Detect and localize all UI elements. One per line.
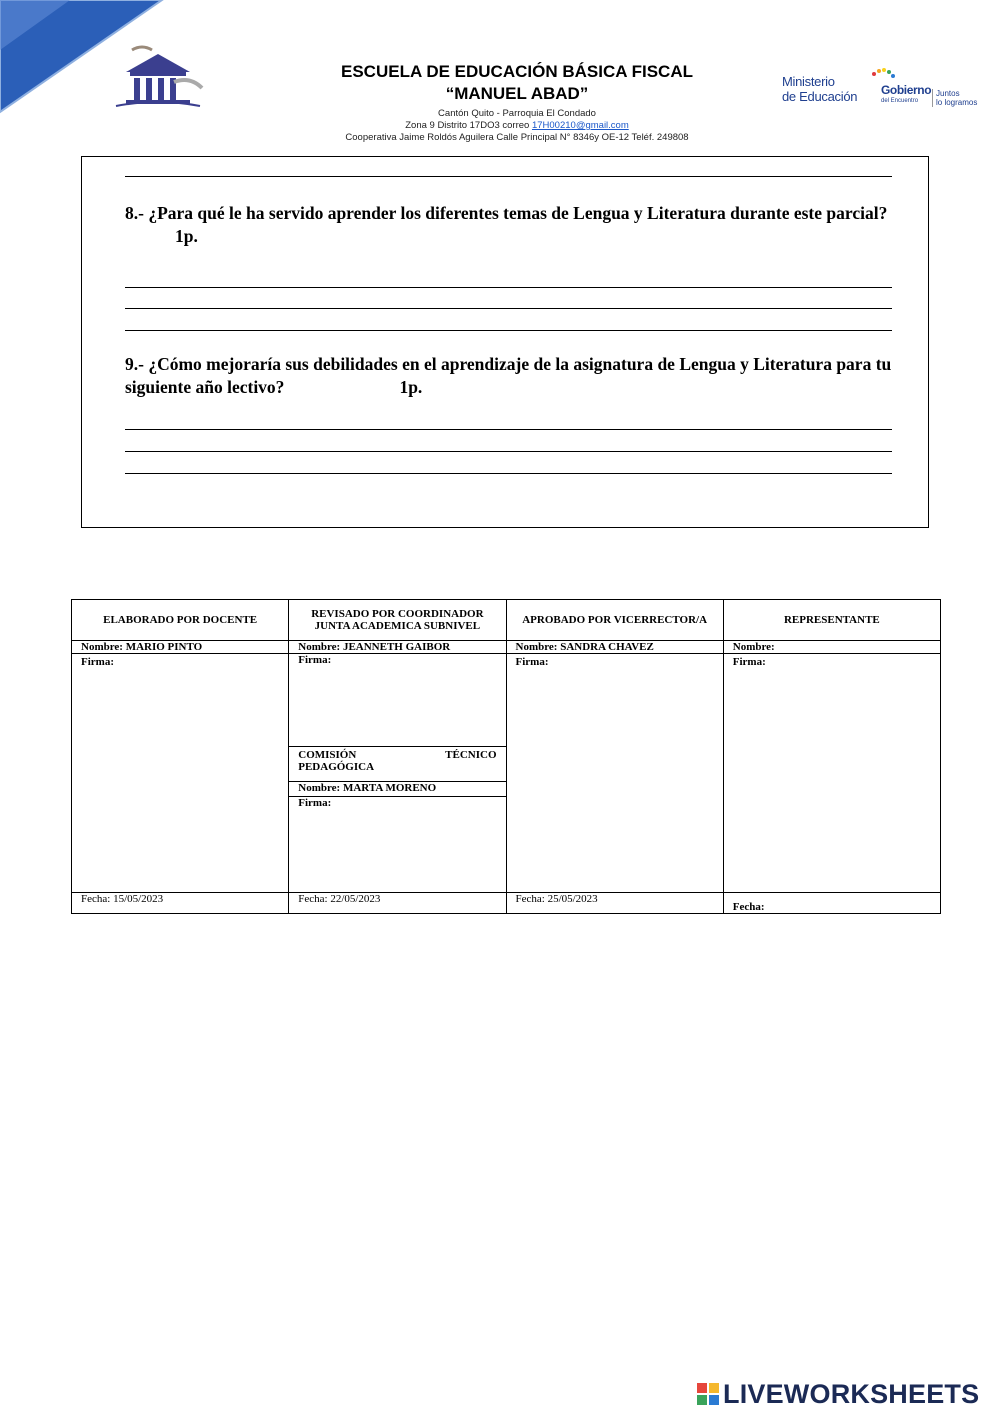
date-vicerrector: Fecha: 25/05/2023 xyxy=(506,893,723,914)
answer-line[interactable] xyxy=(125,308,892,309)
header-representante: REPRESENTANTE xyxy=(723,600,940,641)
header-elaborado: ELABORADO POR DOCENTE xyxy=(72,600,289,641)
school-name: ESCUELA DE EDUCACIÓN BÁSICA FISCAL xyxy=(341,62,693,81)
email-link[interactable]: 17H00210@gmail.com xyxy=(531,120,629,131)
answer-line[interactable] xyxy=(125,330,892,331)
answer-line[interactable] xyxy=(125,287,892,288)
name-docente: Nombre: MARIO PINTO xyxy=(72,641,289,654)
question-9: 9.- ¿Cómo mejoraría sus debilidades en el aprendizaje de la asignatura de Lengua y Literatura para tu siguiente año lectivo? 1p. xyxy=(125,354,892,397)
date-coordinador: Fecha: 22/05/2023 xyxy=(289,893,506,914)
answer-line[interactable] xyxy=(125,473,892,474)
school-logo-icon xyxy=(112,42,204,112)
answer-line[interactable] xyxy=(125,429,892,430)
header-revisado: REVISADO POR COORDINADOR JUNTA ACADEMICA SUBNIVEL xyxy=(289,600,506,641)
name-vicerrector: Nombre: SANDRA CHAVEZ xyxy=(506,641,723,654)
name-comision: Nombre: MARTA MORENO xyxy=(289,782,505,797)
question-8: 8.- ¿Para qué le ha servido aprender los diferentes temas de Lengua y Literatura durante este parcial?1p. xyxy=(125,203,888,246)
address-line-2: Zona 9 Distrito 17DO3 correo 17H00210@gmail.com xyxy=(405,120,629,131)
address-line-1: Cantón Quito - Parroquia El Condado xyxy=(438,108,596,119)
date-representante: Fecha: xyxy=(723,893,940,914)
address-line-3: Cooperativa Jaime Roldós Aguilera Calle Principal N° 8346y OE-12 Teléf. 249808 xyxy=(345,132,689,143)
signature-cell-representante[interactable]: Firma: xyxy=(723,654,940,893)
comision-label: COMISIÓN TÉCNICO PEDAGÓGICA xyxy=(289,747,505,782)
signature-cell-vicerrector[interactable]: Firma: xyxy=(506,654,723,893)
firma-coordinador: Firma: xyxy=(298,654,332,666)
name-representante: Nombre: xyxy=(723,641,940,654)
juntos-label: Juntos lo logramos xyxy=(932,89,977,107)
signature-cell-docente[interactable]: Firma: xyxy=(72,654,289,893)
school-subtitle: “MANUEL ABAD” xyxy=(445,84,589,103)
header-aprobado: APROBADO POR VICERRECTOR/A xyxy=(506,600,723,641)
signature-cell-coordinador[interactable] xyxy=(289,654,506,893)
question-9-points: 1p. xyxy=(399,377,423,397)
answer-line[interactable] xyxy=(125,176,892,177)
question-8-points: 1p. xyxy=(175,226,198,246)
name-coordinador: Nombre: JEANNETH GAIBOR xyxy=(289,641,506,654)
liveworksheets-brand[interactable]: LIVEWORKSHEETS xyxy=(697,1379,979,1410)
firma-comision: Firma: xyxy=(298,797,332,809)
answer-line[interactable] xyxy=(125,451,892,452)
ministry-logo: Ministerio de Educación xyxy=(782,74,858,104)
gobierno-sublabel: del Encuentro xyxy=(881,98,919,104)
gobierno-label: Gobierno xyxy=(881,83,932,97)
signature-table xyxy=(71,599,941,914)
date-docente: Fecha: 15/05/2023 xyxy=(72,893,289,914)
liveworksheets-icon xyxy=(697,1379,723,1410)
